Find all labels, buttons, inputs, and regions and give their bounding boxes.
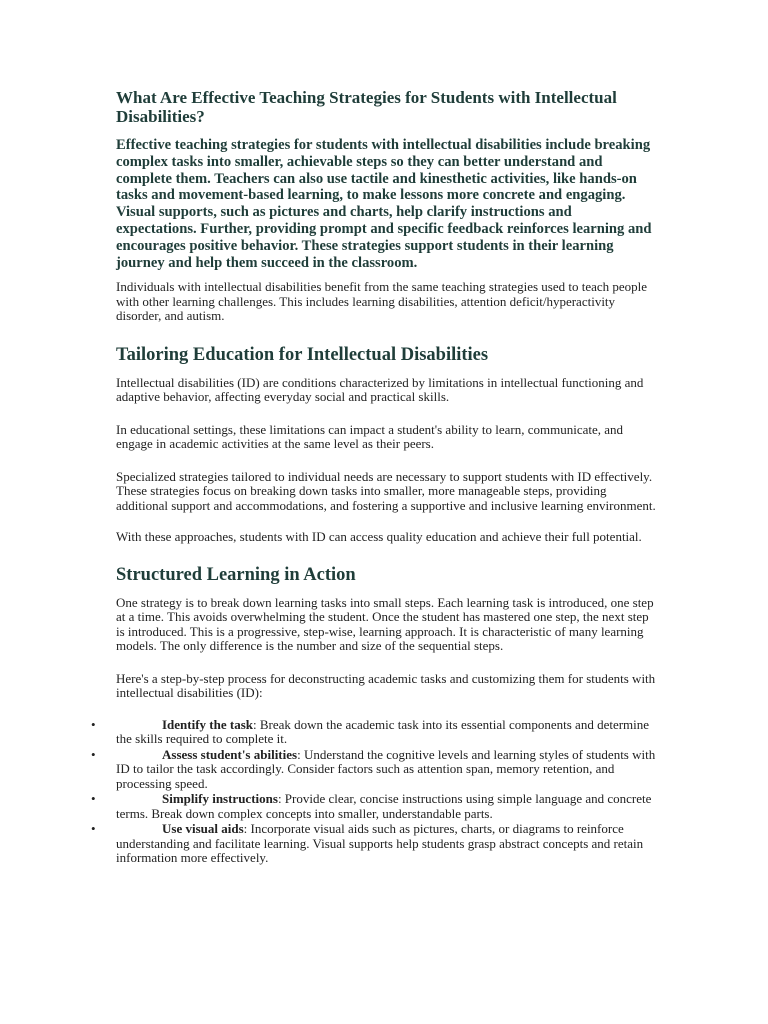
list-item bbox=[91, 748, 656, 792]
paragraph: Intellectual disabilities (ID) are conditions characterized by limitations in intellectual functioning and adaptive behavior, affecting everyday social and practical skills. bbox=[116, 374, 644, 405]
list-item-text: : Break down the academic task into its essential components and determine the skills required to complete it. bbox=[116, 716, 650, 747]
article bbox=[91, 88, 656, 867]
intro-paragraph: Individuals with intellectual disabilities benefit from the same teaching strategies used to teach people with other learning challenges. This includes learning disabilities, attention deficit/hyperactivity disorder, and autism. bbox=[116, 279, 648, 324]
bullet-icon: • bbox=[91, 746, 96, 762]
answer-summary: Effective teaching strategies for students with intellectual disabilities include breaking complex tasks into smaller, achievable steps so they can better understand and complete them. Teachers can also use tactile and kinesthetic activities, like hands-on tasks and movement-based learning, to make lessons more concrete and engaging. Visual supports, such as pictures and charts, help clarify instructions and expectations. Further, providing prompt and specific feedback reinforces learning and encourages positive behavior. These strategies support students in their learning journey and help them succeed in the classroom. bbox=[116, 137, 652, 271]
paragraph: One strategy is to break down learning tasks into small steps. Each learning task is introduced, one step at a time. This avoids overwhelming the student. Once the student has mastered one step, the next step is introduced. This is a progressive, step-wise, learning approach. It is characteristic of many learning models. The only difference is the number and size of the sequential steps. bbox=[116, 594, 654, 654]
paragraph: Specialized strategies tailored to individual needs are necessary to support students with ID effectively. These strategies focus on breaking down tasks into smaller, more manageable steps, providing additional support and accommodations, and fostering a supportive and inclusive learning environment. bbox=[116, 468, 656, 513]
bullet-icon: • bbox=[91, 821, 96, 837]
list-item bbox=[91, 718, 656, 747]
list-item-text: : Incorporate visual aids such as pictures, charts, or diagrams to reinforce understanding and facilitate learning. Visual supports help students grasp abstract concepts and retain information more effectively. bbox=[116, 821, 644, 866]
list-item-text: : Understand the cognitive levels and learning styles of students with ID to tailor the task accordingly. Consider factors such as attention span, memory retention, and processing speed. bbox=[116, 746, 656, 791]
step-list bbox=[91, 718, 656, 866]
list-item-text: : Provide clear, concise instructions using simple language and concrete terms. Break down complex concepts into smaller, understandable parts. bbox=[116, 791, 652, 821]
bullet-icon: • bbox=[91, 791, 96, 807]
list-item-term: Use visual aids bbox=[162, 821, 244, 837]
list-item bbox=[91, 822, 656, 866]
section-heading-tailoring: Tailoring Education for Intellectual Disabilities bbox=[116, 344, 489, 365]
section-heading-structured: Structured Learning in Action bbox=[116, 564, 356, 585]
paragraph: With these approaches, students with ID can access quality education and achieve their full potential. bbox=[116, 529, 642, 545]
article-title: What Are Effective Teaching Strategies for Students with Intellectual Disabilities? bbox=[116, 88, 617, 126]
list-item-term: Assess student's abilities bbox=[162, 746, 298, 762]
paragraph: In educational settings, these limitations can impact a student's ability to learn, communicate, and engage in academic activities at the same level as their peers. bbox=[116, 421, 624, 452]
list-item-term: Identify the task bbox=[162, 716, 254, 732]
bullet-icon: • bbox=[91, 716, 96, 732]
paragraph: Here's a step-by-step process for deconstructing academic tasks and customizing them for students with intellectual disabilities (ID): bbox=[116, 670, 656, 701]
list-item bbox=[91, 792, 656, 821]
list-item-term: Simplify instructions bbox=[162, 791, 278, 807]
